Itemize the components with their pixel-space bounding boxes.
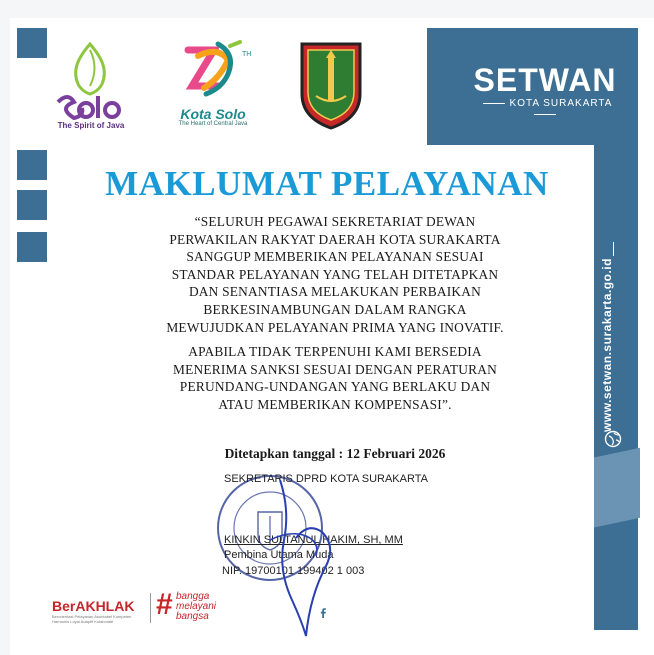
decor-square xyxy=(17,190,47,220)
sanction-paragraph xyxy=(130,343,540,413)
paragraph-line: ATAU MEMBERIKAN KOMPENSASI”. xyxy=(218,396,452,412)
city-crest-icon xyxy=(298,40,364,130)
globe-icon xyxy=(604,430,622,448)
paragraph-line: DAN SENANTIASA MELAKUKAN PERBAIKAN xyxy=(188,284,482,300)
handwritten-signature-icon xyxy=(260,470,340,650)
paragraph-line: PERWAKILAN RAKYAT DAERAH KOTA SURAKARTA xyxy=(169,231,501,247)
berakhlak-tagline: Berorientasi Pelayanan Akuntabel Kompeten Harmonis Loyal Adaptif Kolaboratif xyxy=(52,614,132,624)
decor-square xyxy=(17,28,47,58)
brand-title: SETWAN xyxy=(473,62,617,98)
decor-square xyxy=(17,232,47,262)
document-title: MAKLUMAT PELAYANAN xyxy=(105,164,549,203)
issued-date: Ditetapkan tanggal : 12 Februari 2026 xyxy=(224,446,446,461)
bangga-word: bangsa xyxy=(176,611,209,622)
svg-text:TH: TH xyxy=(242,51,252,58)
frame-top xyxy=(10,0,654,18)
paragraph-line: BERKESINAMBUNGAN DALAM RANGKA xyxy=(203,301,467,317)
decor-square xyxy=(17,150,47,180)
commitment-paragraph xyxy=(130,213,540,336)
berakhlak-logo: BerAKHLAK xyxy=(52,598,135,614)
signatory-rank: Pembina Utama Muda xyxy=(224,549,334,561)
paragraph-line: MEWUJUDKAN PELAYANAN PRIMA YANG INOVATIF. xyxy=(166,319,504,335)
paragraph-line: STANDAR PELAYANAN YANG TELAH DITETAPKAN xyxy=(171,266,499,282)
bangga-word: melayani xyxy=(176,601,217,612)
kota-solo-logo-icon xyxy=(168,36,258,106)
side-divider xyxy=(613,242,614,256)
instagram-handle: setwansurakarta xyxy=(479,606,568,620)
website-url: www.setwan.surakarta.go.id xyxy=(600,258,614,432)
instagram-icon xyxy=(455,605,471,621)
bangga-melayani-logo xyxy=(176,592,216,622)
facebook-handle: Setwan Surakarta xyxy=(339,606,435,620)
paragraph-line: SANGGUP MEMBERIKAN PELAYANAN SESUAI xyxy=(186,249,484,265)
solo-logo-caption: The Spirit of Java xyxy=(57,121,125,130)
hashtag-icon: # xyxy=(156,588,173,621)
paragraph-line: “SELURUH PEGAWAI SEKRETARIAT DEWAN xyxy=(194,214,476,229)
paragraph-line: APABILA TIDAK TERPENUHI KAMI BERSEDIA xyxy=(188,344,482,359)
signatory-nip: NIP. 19700101 199402 1 003 xyxy=(222,565,365,577)
paragraph-line: PERUNDANG-UNDANGAN YANG BERLAKU DAN xyxy=(179,379,491,395)
signatory-office: SEKRETARIS DPRD KOTA SURAKARTA xyxy=(224,473,428,485)
brand-subtitle: KOTA SURAKARTA xyxy=(465,98,625,120)
kota-solo-logo-caption: The Heart of Central Java xyxy=(178,121,248,127)
footer-divider xyxy=(150,593,151,623)
instagram-link[interactable] xyxy=(455,605,567,621)
facebook-icon xyxy=(315,605,331,621)
bangga-word: bangga xyxy=(176,591,210,602)
kota-solo-logo-text: Kota Solo xyxy=(180,106,246,122)
signatory-name: KINKIN SULTANUL HAKIM, SH, MM xyxy=(224,534,403,546)
facebook-link[interactable] xyxy=(315,605,434,621)
paragraph-line: MENERIMA SANKSI SESUAI DENGAN PERATURAN xyxy=(173,361,497,377)
